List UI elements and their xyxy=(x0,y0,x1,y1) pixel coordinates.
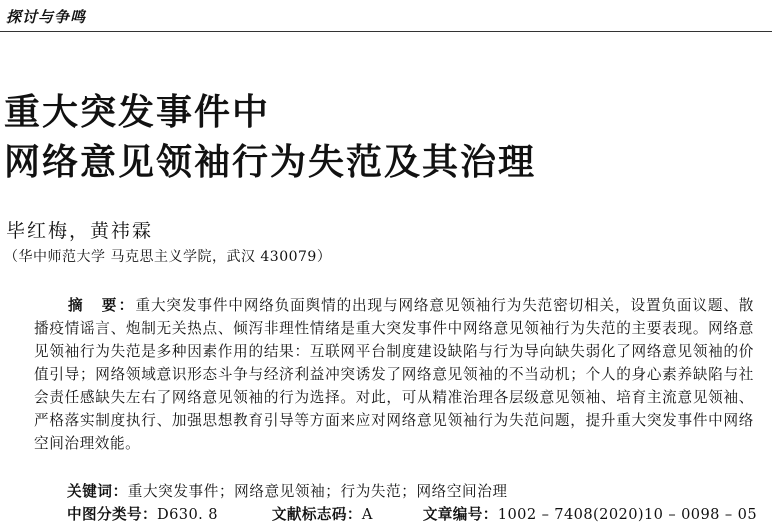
affiliation: （华中师范大学 马克思主义学院，武汉 430079） xyxy=(4,249,332,265)
clc-value: D630. 8 xyxy=(156,506,218,523)
doc-code-label: 文献标志码： xyxy=(271,506,362,523)
keywords-text: 重大突发事件；网络意见领袖；行为失范；网络空间治理 xyxy=(127,483,508,500)
doc-code-value: A xyxy=(361,506,373,523)
column-tag: 探讨与争鸣 xyxy=(6,8,87,26)
abstract xyxy=(34,294,754,455)
keywords xyxy=(67,480,508,501)
header-rule xyxy=(0,31,772,32)
article-no-value: 1002 – 7408(2020)10 – 0098 – 05 xyxy=(497,506,758,523)
article-no-label: 文章编号： xyxy=(422,506,498,523)
keywords-label: 关键词： xyxy=(67,483,128,500)
title-line-2: 网络意见领袖行为失范及其治理 xyxy=(4,142,537,183)
document-code xyxy=(272,503,373,524)
authors: 毕红梅，黄祎霖 xyxy=(6,220,154,242)
article-number xyxy=(423,503,757,524)
classification-line xyxy=(67,503,757,524)
abstract-text: 重大突发事件中网络负面舆情的出现与网络意见领袖行为失范密切相关，设置负面议题、散播疫情谣言、炮制无关热点、倾泻非理性情绪是重大突发事件中网络意见领袖行为失范的主要表现。网络意见领袖行为失范是多种因素作用的结果：互联网平台制度建设缺陷与行为导向缺失弱化了网络意见领袖的价值引导；网络领域意识形态斗争与经济利益冲突诱发了网络意见领袖的不当动机；个人的身心素养缺陷与社会责任感缺失左右了网络意见领袖的行为选择。对此，可从精准治理各层级意见领袖、培育主流意见领袖、严格落实制度执行、加强思想教育引导等方面来应对网络意见领袖行为失范问题，提升重大突发事件中网络空间治理效能。 xyxy=(34,297,754,452)
title-line-1: 重大突发事件中 xyxy=(4,92,271,133)
clc-label: 中图分类号： xyxy=(67,506,157,523)
clc-number xyxy=(67,503,218,524)
article-title xyxy=(4,88,536,188)
abstract-label: 摘 要： xyxy=(68,297,136,314)
